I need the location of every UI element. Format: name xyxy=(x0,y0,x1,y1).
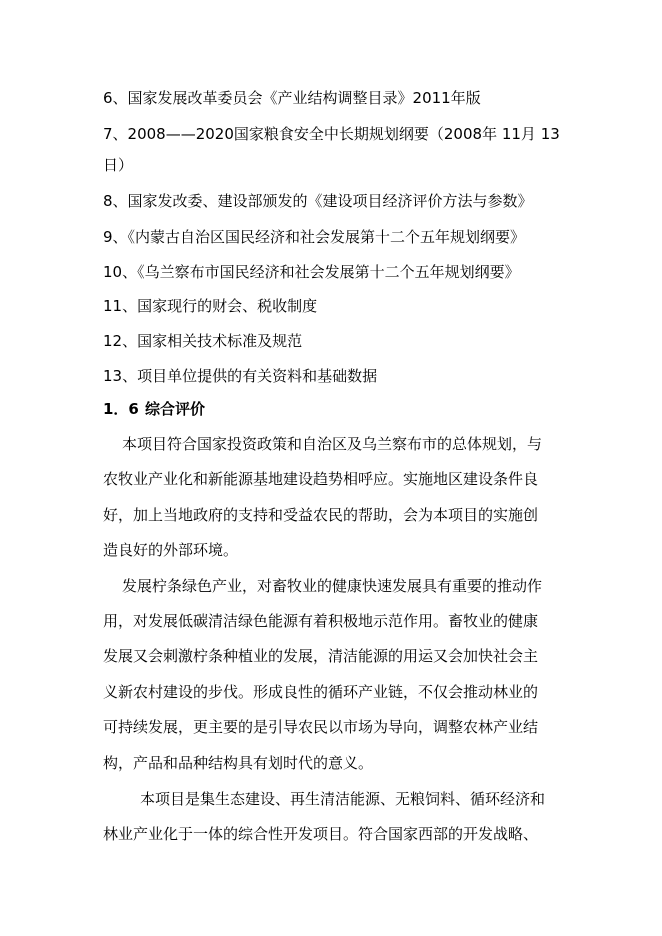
reference-item-12: 12、国家相关技术标准及规范 xyxy=(103,332,303,350)
paragraph-3-line-1: 本项目是集生态建设、再生清洁能源、无粮饲料、循环经济和 xyxy=(140,790,546,808)
section-number: 1．6 xyxy=(103,400,139,418)
paragraph-2-line-2: 用，对发展低碳清洁绿色能源有着积极地示范作用。畜牧业的健康 xyxy=(103,612,539,630)
reference-item-9: 9、《内蒙古自治区国民经济和社会发展第十二个五年规划纲要》 xyxy=(103,228,526,246)
section-title: 综合评价 xyxy=(145,400,206,418)
paragraph-2-line-3: 发展又会刺激柠条种植业的发展，清洁能源的用运又会加快社会主 xyxy=(103,647,539,665)
paragraph-2-line-4: 义新农村建设的步伐。形成良性的循环产业链，不仅会推动林业的 xyxy=(103,683,539,701)
reference-item-13: 13、项目单位提供的有关资料和基础数据 xyxy=(103,367,378,385)
paragraph-1-line-2: 农牧业产业化和新能源基地建设趋势相呼应。实施地区建设条件良 xyxy=(103,470,539,488)
paragraph-2-line-1: 发展柠条绿色产业，对畜牧业的健康快速发展具有重要的推动作 xyxy=(122,577,543,595)
paragraph-1-line-4: 造良好的外部环境。 xyxy=(103,541,239,559)
paragraph-2-line-5: 可持续发展，更主要的是引导农民以市场为导向，调整农林产业结 xyxy=(103,718,539,736)
reference-item-8: 8、国家发改委、建设部颁发的《建设项目经济评价方法与参数》 xyxy=(103,192,533,210)
section-heading xyxy=(103,398,205,420)
reference-item-11: 11、国家现行的财会、税收制度 xyxy=(103,297,318,315)
paragraph-2-line-6: 构，产品和品种结构具有划时代的意义。 xyxy=(103,754,374,772)
paragraph-3-line-2: 林业产业化于一体的综合性开发项目。符合国家西部的开发战略、 xyxy=(103,825,539,843)
reference-item-7-line-1: 7、2008——2020国家粮食安全中长期规划纲要（2008年 11月 13 xyxy=(103,125,560,143)
paragraph-1-line-3: 好，加上当地政府的支持和受益农民的帮助，会为本项目的实施创 xyxy=(103,506,539,524)
reference-item-6: 6、国家发展改革委员会《产业结构调整目录》2011年版 xyxy=(103,89,481,107)
reference-item-10: 10、《乌兰察布市国民经济和社会发展第十二个五年规划纲要》 xyxy=(103,263,520,281)
paragraph-1-line-1: 本项目符合国家投资政策和自治区及乌兰察布市的总体规划，与 xyxy=(122,435,543,453)
reference-item-7-line-2: 日） xyxy=(103,156,134,174)
